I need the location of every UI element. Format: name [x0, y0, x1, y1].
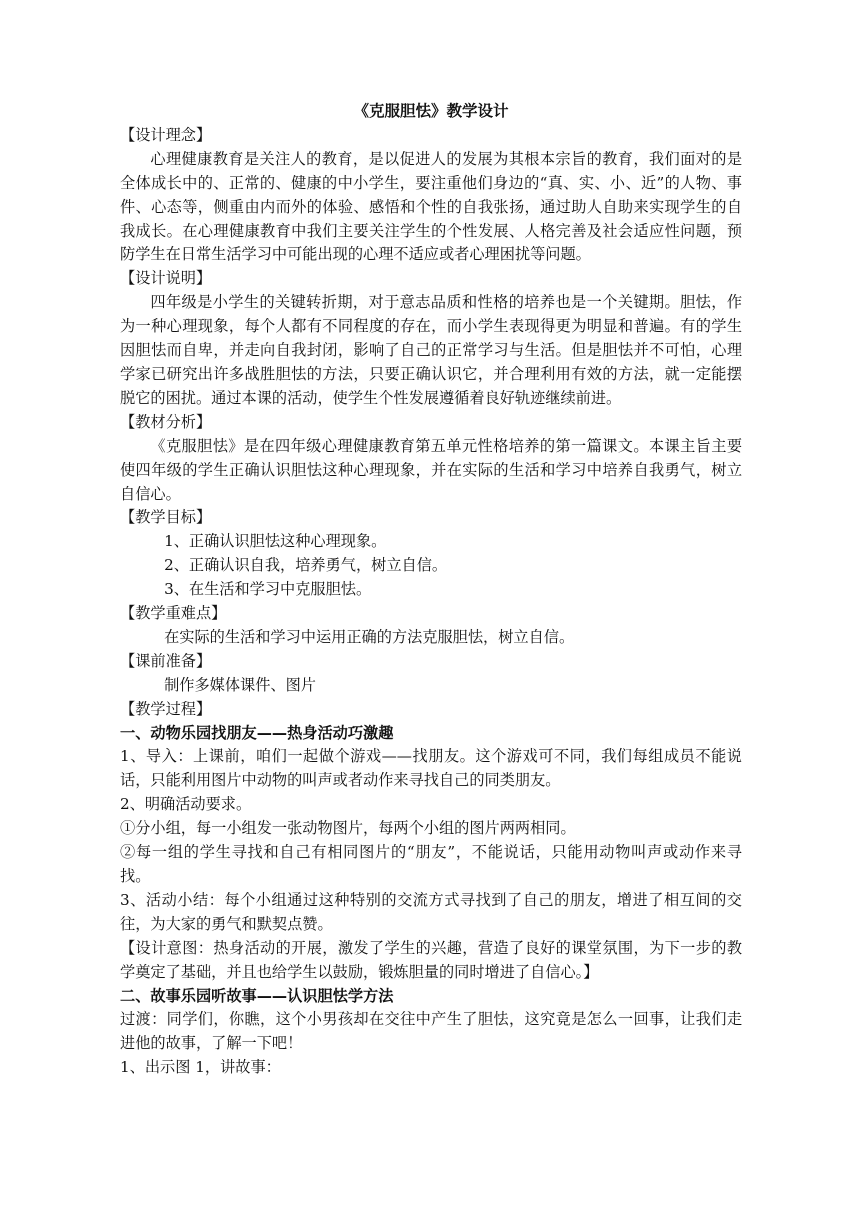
goal-item: 1、正确认识胆怯这种心理现象。: [164, 532, 387, 551]
heading-key-points: 【教学重难点】: [120, 604, 227, 623]
document-title: 《克服胆怯》教学设计: [353, 102, 509, 120]
process-line: ②每一组的学生寻找和自己有相同图片的“朋友”，不能说话，只能用动物叫声或动作来寻找。: [120, 843, 742, 885]
process-line: 1、出示图 1，讲故事：: [120, 1058, 281, 1077]
process-line: ①分小组，每一小组发一张动物图片，每两个小组的图片两两相同。: [120, 819, 576, 838]
process-line: 过渡：同学们，你瞧，这个小男孩却在交往中产生了胆怯，这究竟是怎么一回事，让我们走进他的故事，了解一下吧！: [120, 1010, 742, 1053]
paragraph-design-note: 四年级是小学生的关键转折期，对于意志品质和性格的培养也是一个关键期。胆怯，作为一种心理现象，每个人都有不同程度的存在，而小学生表现得更为明显和普遍。有的学生因胆怯而自卑，并走向自我封闭，影响了自己的正常学习与生活。但是胆怯并不可怕，心理学家已研究出许多战胜胆怯的方法，只要正确认识它，并合理利用有效的方法，就一定能摆脱它的困扰。通过本课的活动，使学生个性发展遵循着良好轨迹继续前进。: [120, 293, 742, 407]
section-title-1: 一、动物乐园找朋友——热身活动巧激趣: [120, 723, 394, 742]
process-line: 3、活动小结：每个小组通过这种特别的交流方式寻找到了自己的朋友，增进了相互间的交往，为大家的勇气和默契点赞。: [120, 890, 742, 933]
heading-process: 【教学过程】: [120, 699, 212, 718]
design-intent-note: 【设计意图：热身活动的开展，激发了学生的兴趣，营造了良好的课堂氛围，为下一步的教学奠定了基础，并且也给学生以鼓励，锻炼胆量的同时增进了自信心。】: [120, 938, 742, 981]
goal-item: 3、在生活和学习中克服胆怯。: [164, 580, 372, 599]
preparation-text: 制作多媒体课件、图片: [164, 675, 316, 694]
document-page: [120, 100, 742, 1080]
heading-textbook-analysis: 【教材分析】: [120, 412, 212, 431]
key-points-text: 在实际的生活和学习中运用正确的方法克服胆怯，树立自信。: [164, 627, 575, 646]
heading-preparation: 【课前准备】: [120, 651, 212, 670]
heading-design-concept: 【设计理念】: [120, 125, 212, 144]
section-title-2: 二、故事乐园听故事——认识胆怯学方法: [120, 986, 394, 1005]
paragraph-design-concept: 心理健康教育是关注人的教育，是以促进人的发展为其根本宗旨的教育，我们面对的是全体成长中的、正常的、健康的中小学生，要注重他们身边的“真、实、小、近”的人物、事件、心态等，侧重由内而外的体验、感悟和个性的自我张扬，通过助人自助来实现学生的自我成长。在心理健康教育中我们主要关注学生的个性发展、人格完善及社会适应性问题，预防学生在日常生活学习中可能出现的心理不适应或者心理困扰等问题。: [120, 149, 742, 264]
process-line: 2、明确活动要求。: [120, 795, 252, 814]
heading-design-note: 【设计说明】: [120, 269, 212, 288]
goal-item: 2、正确认识自我，培养勇气，树立自信。: [164, 556, 448, 575]
heading-goals: 【教学目标】: [120, 508, 212, 527]
paragraph-textbook-analysis: 《克服胆怯》是在四年级心理健康教育第五单元性格培养的第一篇课文。本课主旨主要使四年级的学生正确认识胆怯这种心理现象，并在实际的生活和学习中培养自我勇气，树立自信心。: [120, 436, 742, 503]
process-line: 1、导入：上课前，咱们一起做个游戏——找朋友。这个游戏可不同，我们每组成员不能说话，只能利用图片中动物的叫声或者动作来寻找自己的同类朋友。: [120, 747, 742, 790]
